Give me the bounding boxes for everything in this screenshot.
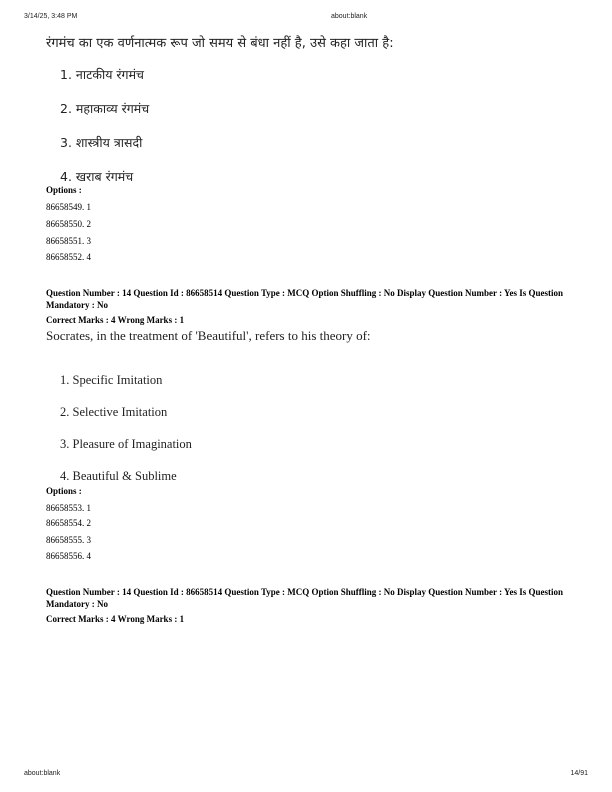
options-label: Options : [46, 185, 82, 195]
option-id: 86658553. 1 [46, 503, 91, 513]
option-id: 86658554. 2 [46, 518, 91, 528]
question-meta: Question Number : 14 Question Id : 86658514 Question Type : MCQ Option Shuffling : No Display Question Number : Yes Is Question Mandatory : No [46, 288, 564, 310]
option-id: 86658549. 1 [46, 202, 91, 212]
option-id: 86658551. 3 [46, 236, 91, 246]
print-footer-url: about:blank [24, 770, 61, 777]
options-label: Options : [46, 486, 82, 496]
choice-1: 1. नाटकीय रंगमंच [60, 67, 144, 82]
option-id: 86658555. 3 [46, 535, 91, 545]
print-datetime: 3/14/25, 3:48 PM [24, 13, 78, 20]
page-number: 14/91 [570, 770, 588, 777]
choice-4: 4. Beautiful & Sublime [60, 469, 177, 483]
choice-1: 1. Specific Imitation [60, 373, 163, 387]
question-marks: Correct Marks : 4 Wrong Marks : 1 [46, 614, 185, 624]
question-marks: Correct Marks : 4 Wrong Marks : 1 [46, 315, 185, 325]
choice-2: 2. Selective Imitation [60, 405, 168, 419]
option-id: 86658550. 2 [46, 219, 91, 229]
choice-3: 3. शास्त्रीय त्रासदी [60, 135, 143, 150]
print-url: about:blank [331, 13, 368, 20]
choice-4: 4. खराब रंगमंच [60, 169, 134, 184]
question-text: रंगमंच का एक वर्णनात्मक रूप जो समय से बंधा नहीं है, उसे कहा जाता है: [46, 36, 394, 51]
question-text: Socrates, in the treatment of 'Beautiful', refers to his theory of: [46, 328, 371, 343]
choice-3: 3. Pleasure of Imagination [60, 437, 192, 451]
option-id: 86658556. 4 [46, 551, 91, 561]
choice-2: 2. महाकाव्य रंगमंच [60, 101, 150, 116]
option-id: 86658552. 4 [46, 252, 91, 262]
question-meta: Question Number : 14 Question Id : 86658514 Question Type : MCQ Option Shuffling : No Display Question Number : Yes Is Question Mandatory : No [46, 587, 564, 609]
